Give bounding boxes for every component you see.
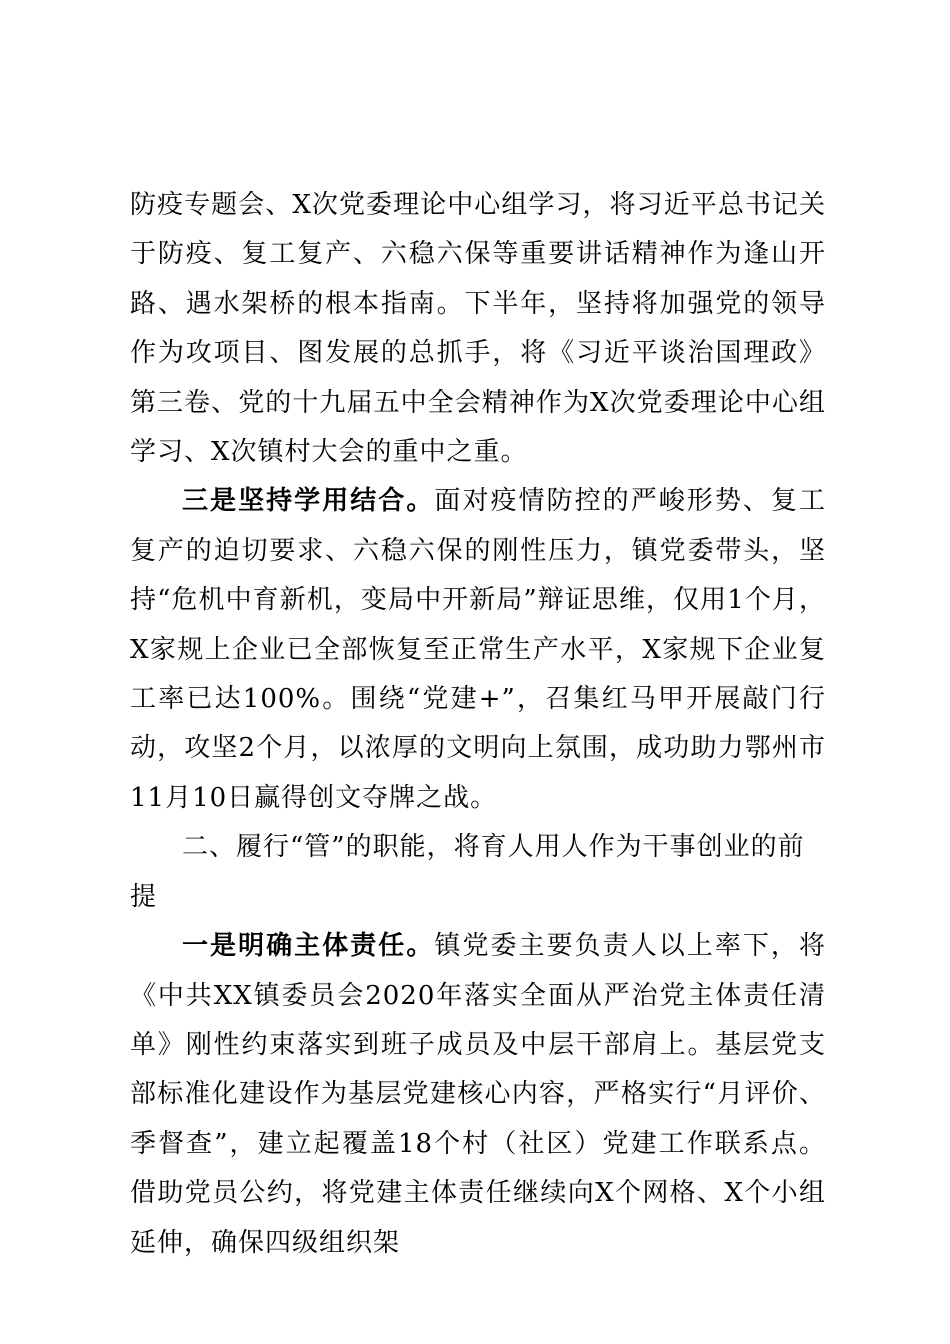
section-heading [130,823,826,922]
paragraph-text: 镇党委主要负责人以上率下，将《中共XX镇委员会2020年落实全面从严治党主体责任清单》刚性约束落实到班子成员及中层干部肩上。基层党支部标准化建设作为基层党建核心内容，严格实行“月评价、季督查”，建立起覆盖18个村（社区）党建工作联系点。借助党员公约，将党建主体责任继续向X个网格、X个小组延伸，确保四级组织架 [130,931,826,1258]
paragraph-study-application [130,477,826,823]
section-heading-text: 二、履行“管”的职能，将育人用人作为干事创业的前提 [130,832,805,912]
paragraph-continuation [130,181,826,477]
paragraph-text: 防疫专题会、X次党委理论中心组学习，将习近平总书记关于防疫、复工复产、六稳六保等重要讲话精神作为逢山开路、遇水架桥的根本指南。下半年，坚持将加强党的领导作为攻项目、图发展的总抓手，将《习近平谈治国理政》第三卷、党的十九届五中全会精神作为X次党委理论中心组学习、X次镇村大会的重中之重。 [130,190,826,468]
paragraph-lead: 三是坚持学用结合。 [182,486,435,517]
paragraph-lead: 一是明确主体责任。 [182,931,435,962]
document-body [130,181,826,1268]
paragraph-text: 面对疫情防控的严峻形势、复工复产的迫切要求、六稳六保的刚性压力，镇党委带头，坚持“危机中育新机，变局中开新局”辩证思维，仅用1个月，X家规上企业已全部恢复至正常生产水平，X家规下企业复工率已达100%。围绕“党建+”，召集红马甲开展敲门行动，攻坚2个月，以浓厚的文明向上氛围，成功助力鄂州市11月10日赢得创文夺牌之战。 [130,486,826,813]
paragraph-main-responsibility [130,922,826,1268]
